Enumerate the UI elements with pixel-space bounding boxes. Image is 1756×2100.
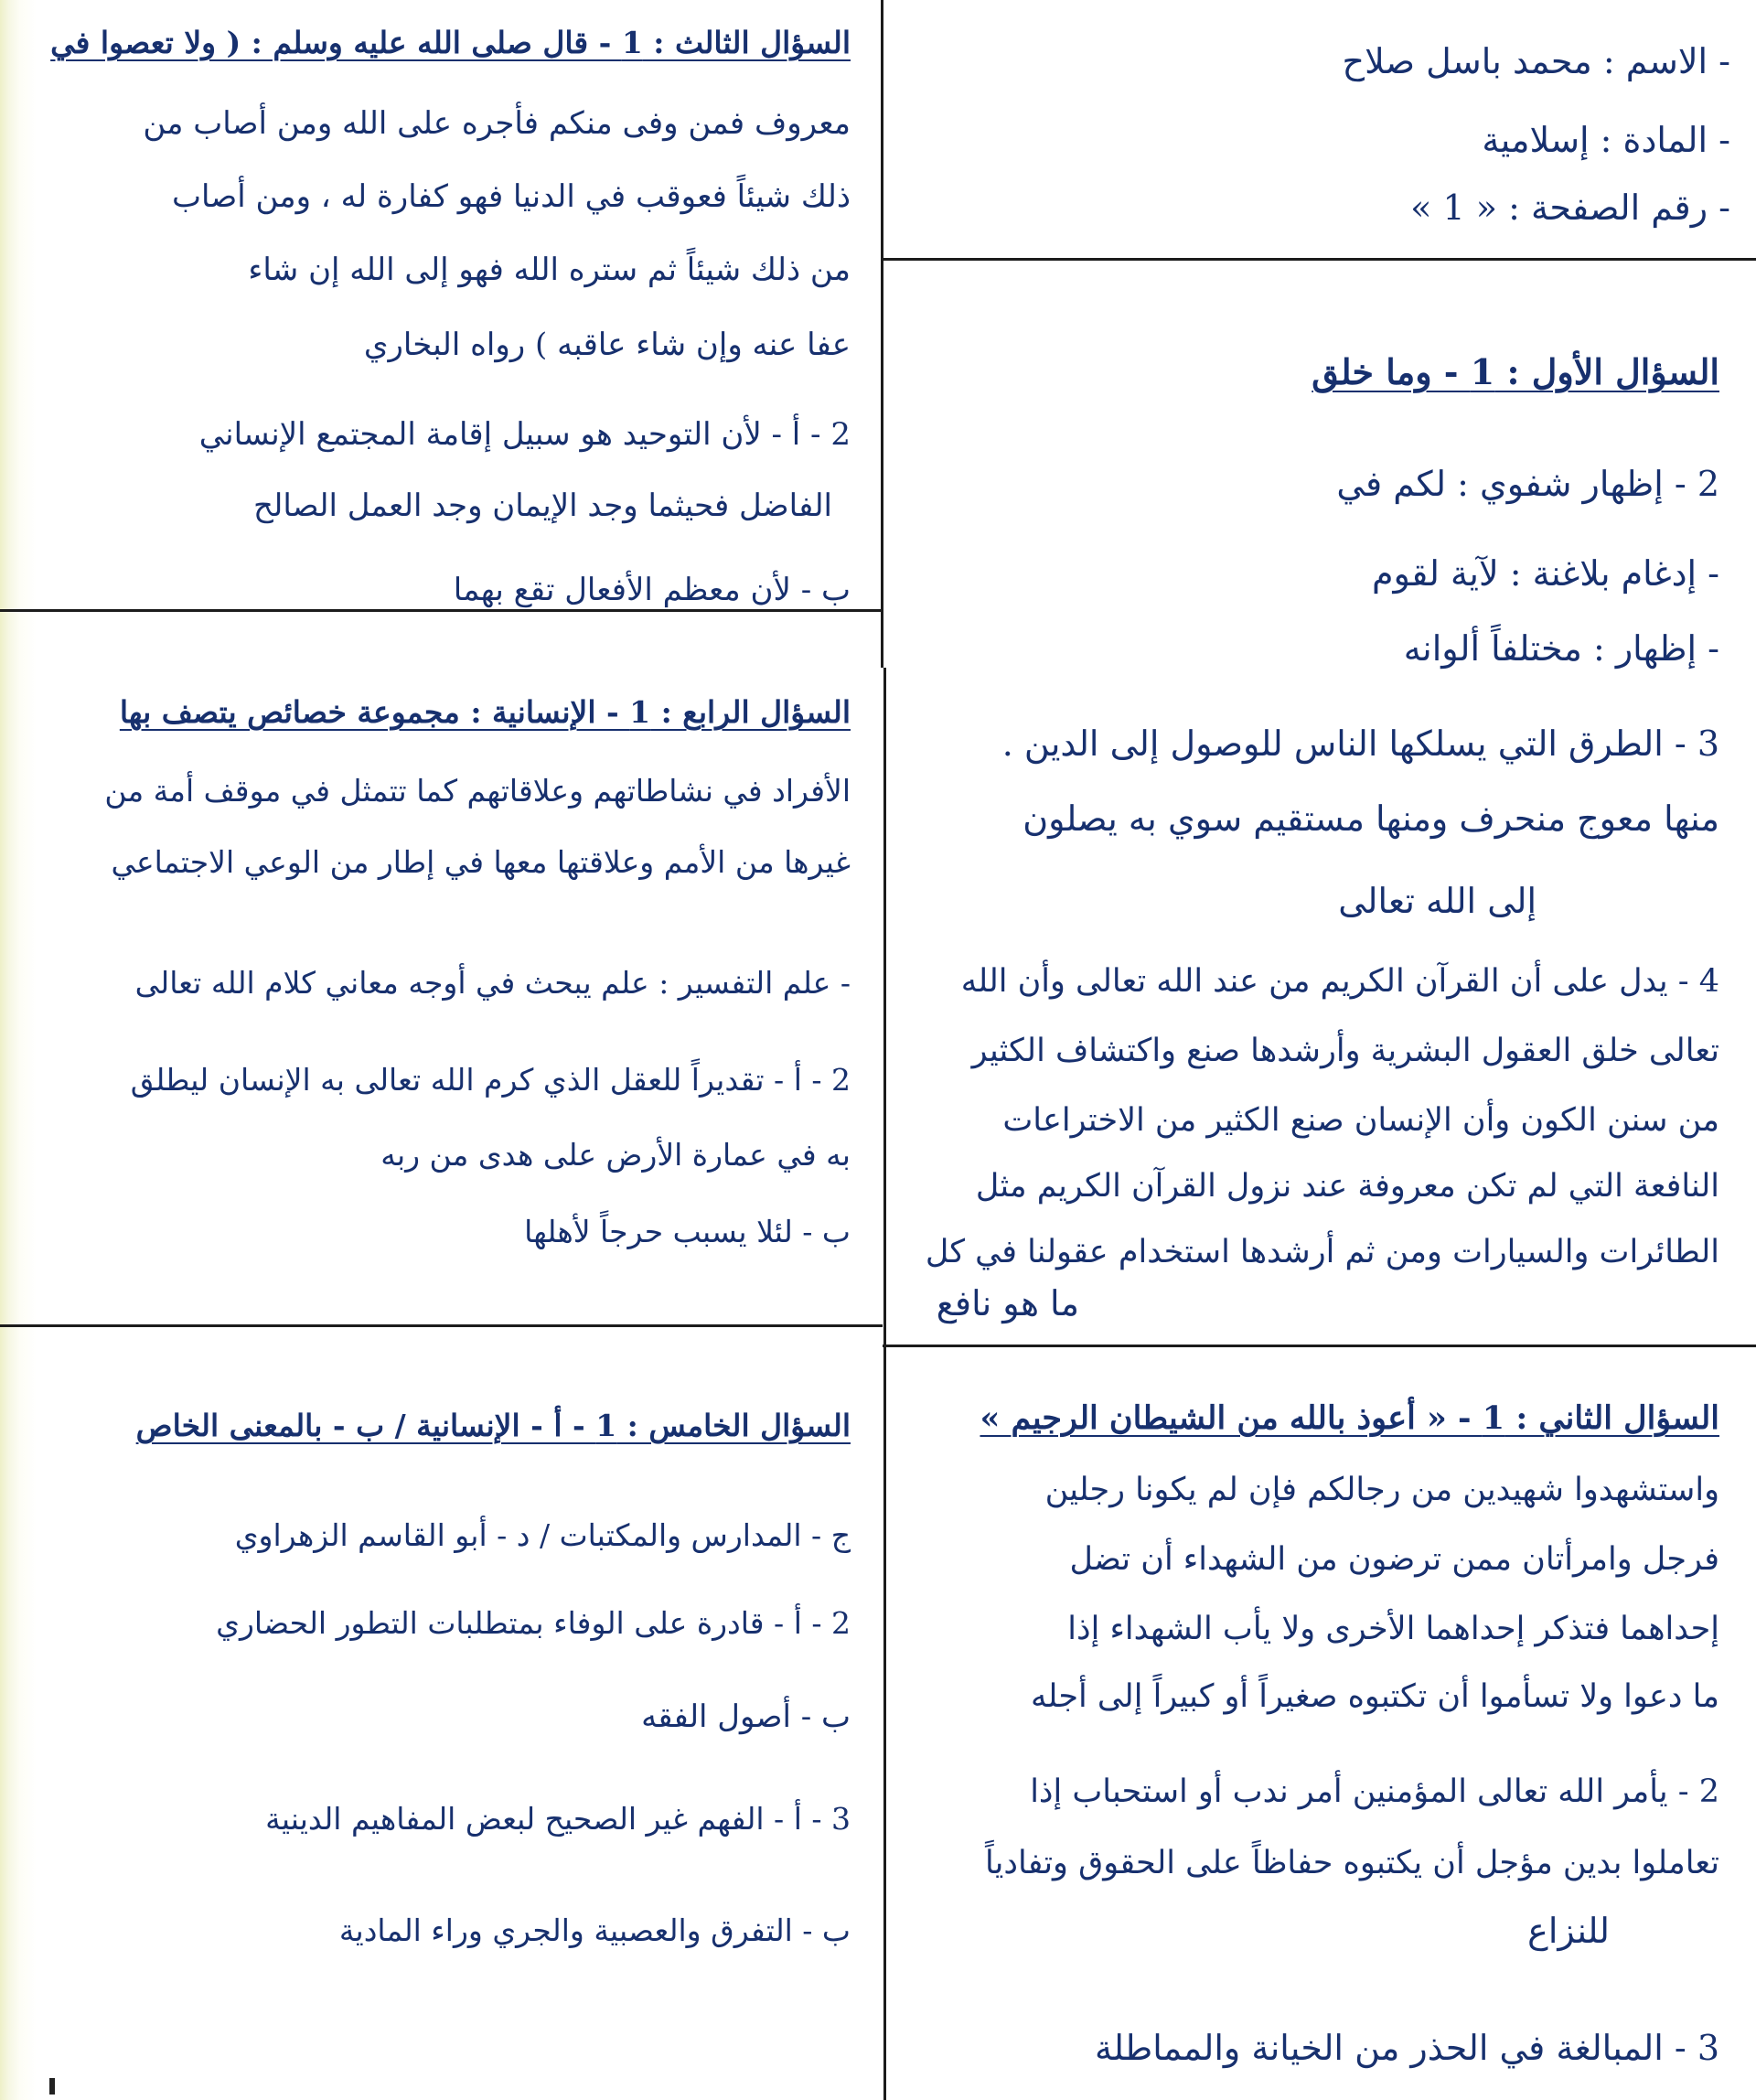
column-divider-upper xyxy=(881,0,883,668)
right-header-divider xyxy=(883,258,1756,261)
q2-line-7: تعاملوا بدين مؤجل أن يكتبوه حفاظاً على الحقوق وتفادياً xyxy=(984,1845,1719,1881)
q3-line-7: الفاضل فحيثما وجد الإيمان وجد العمل الصالح xyxy=(253,488,832,524)
q3-line-6: 2 - أ - لأن التوحيد هو سبيل إقامة المجتمع الإنساني xyxy=(198,416,851,453)
q4-line-2: الأفراد في نشاطاتهم وعلاقاتهم كما تتمثل في موقف أمة من xyxy=(104,773,851,809)
right-divider-bottom xyxy=(883,1345,1756,1347)
q2-line-5: ما دعوا ولا تسأموا أن تكتبوه صغيراً أو كبيراً إلى أجله xyxy=(1031,1678,1719,1715)
q4-line-6: به في عمارة الأرض على هدى من ربه xyxy=(380,1137,851,1173)
q2-line-9: 3 - المبالغة في الحذر من الخيانة والمماطلة xyxy=(1095,2028,1719,2068)
q3-line-5: عفا عنه وإن شاء عاقبه ) رواه البخاري xyxy=(363,327,851,363)
column-divider-lower xyxy=(883,668,886,2100)
left-divider-bottom xyxy=(0,1324,883,1327)
q4-heading: السؤال الرابع : 1 - الإنسانية : مجموعة خصائص يتصف بها xyxy=(119,694,851,730)
q5-line-2: ج - المدارس والمكتبات / د - أبو القاسم الزهراوي xyxy=(234,1517,851,1553)
page-number-line: - رقم الصفحة : « 1 » xyxy=(1410,188,1730,228)
q2-line-6: 2 - يأمر الله تعالى المؤمنين أمر ندب أو استحباب إذا xyxy=(1030,1773,1719,1810)
student-name-line: - الاسم : محمد باسل صلاح xyxy=(1342,41,1730,81)
q4-line-7: ب - لئلا يسبب حرجاً لأهلها xyxy=(524,1214,851,1249)
q1-line-6: منها معوج منحرف ومنها مستقيم سوي به يصلون xyxy=(1023,798,1719,839)
q1-line-9: تعالى خلق العقول البشرية وأرشدها صنع واكتشاف الكثير xyxy=(971,1033,1719,1069)
q1-line-12: الطائرات والسيارات ومن ثم أرشدها استخدام عقولنا في كل xyxy=(925,1234,1719,1270)
q3-line-3: ذلك شيئاً فعوقب في الدنيا فهو كفارة له ، ومن أصاب xyxy=(171,178,851,215)
q1-line-4: - إظهار : مختلفاً ألوانه xyxy=(1403,628,1719,669)
q1-line-3: - إدغام بلاغنة : لآية لقوم xyxy=(1371,553,1719,594)
q1-line-10: من سنن الكون وأن الإنسان صنع الكثير من الاختراعات xyxy=(1002,1102,1719,1139)
subject-line: - المادة : إسلامية xyxy=(1482,120,1730,160)
q5-line-4: ب - أصول الفقه xyxy=(641,1698,851,1735)
q1-line-2: 2 - إظهار شفوي : لكم في xyxy=(1336,464,1719,504)
q2-line-4: إحداهما فتذكر إحداهما الأخرى ولا يأب الشهداء إذا xyxy=(1067,1611,1719,1647)
q1-heading: السؤال الأول : 1 - وما خلق xyxy=(1312,351,1719,392)
page-edge-mark xyxy=(49,2078,55,2095)
q1-line-13: ما هو نافع xyxy=(936,1283,1079,1323)
q3-line-4: من ذلك شيئاً ثم ستره الله فهو إلى الله إن شاء xyxy=(248,252,851,288)
q5-line-3: 2 - أ - قادرة على الوفاء بمتطلبات التطور الحضاري xyxy=(216,1605,851,1641)
q5-line-5: 3 - أ - الفهم غير الصحيح لبعض المفاهيم الدينية xyxy=(265,1801,851,1837)
q3-line-8: ب - لأن معظم الأفعال تقع بهما xyxy=(453,572,851,608)
q5-line-6: ب - التفرق والعصبية والجري وراء المادية xyxy=(338,1912,851,1948)
q4-line-4: - علم التفسير : علم يبحث في أوجه معاني كلام الله تعالى xyxy=(134,965,851,1001)
q4-line-5: 2 - أ - تقديراً للعقل الذي كرم الله تعالى به الإنسان ليطلق xyxy=(130,1062,851,1098)
q2-line-3: فرجل وامرأتان ممن ترضون من الشهداء أن تضل xyxy=(1069,1541,1719,1578)
q2-heading: السؤال الثاني : 1 - « أعوذ بالله من الشيطان الرجيم » xyxy=(980,1399,1719,1437)
q2-line-8: للنزاع xyxy=(1527,1911,1610,1951)
q4-line-3: غيرها من الأمم وعلاقتها معها في إطار من الوعي الاجتماعي xyxy=(111,844,851,880)
q1-line-7: إلى الله تعالى xyxy=(1338,881,1536,921)
q1-line-5: 3 - الطرق التي يسلكها الناس للوصول إلى الدين . xyxy=(1001,723,1719,764)
q5-heading: السؤال الخامس : 1 - أ - الإنسانية / ب - بالمعنى الخاص xyxy=(135,1408,851,1443)
q3-line-2: معروف فمن وفى منكم فأجره على الله ومن أصاب من xyxy=(143,105,851,142)
q3-heading: السؤال الثالث : 1 - قال صلى الله عليه وسلم : ( ولا تعصوا في xyxy=(50,25,851,60)
q1-line-11: النافعة التي لم تكن معروفة عند نزول القرآن الكريم مثل xyxy=(975,1168,1719,1205)
q2-line-2: واستشهدوا شهيدين من رجالكم فإن لم يكونا رجلين xyxy=(1044,1472,1719,1508)
q1-line-8: 4 - يدل على أن القرآن الكريم من عند الله تعالى وأن الله xyxy=(960,963,1719,1000)
